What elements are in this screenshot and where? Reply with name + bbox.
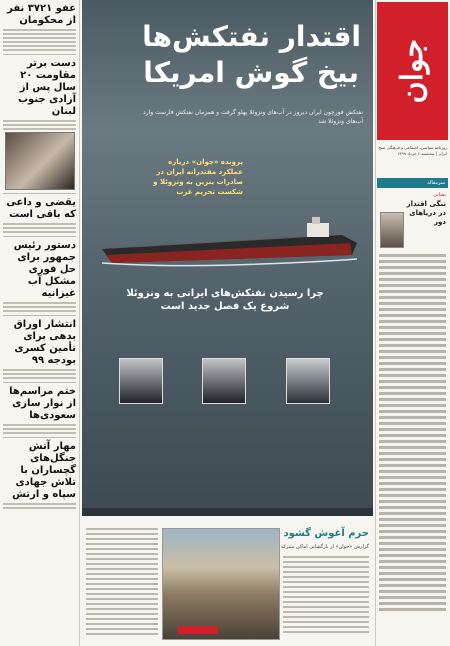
author-photo	[380, 212, 404, 248]
brief-headline: دست برتر مقاومت ۲۰ سال پس از آزادی جنوب لبنان	[18, 58, 76, 117]
sub-feature-headline: حرم آغوش گشود	[283, 528, 369, 539]
editorial-kicker: نشانی	[433, 192, 446, 198]
brief-item[interactable]	[3, 319, 76, 379]
divider	[3, 315, 76, 316]
brief-item[interactable]	[3, 58, 76, 130]
sub-feature[interactable]	[82, 522, 373, 642]
masthead-column	[375, 0, 450, 646]
divider	[3, 54, 76, 55]
brief-headline: مهار آتش جنگل‌های گچساران با تلاش جهادی سپاه و ارتش	[12, 441, 76, 500]
shrine-photo	[162, 528, 280, 640]
photo-badge	[178, 626, 218, 634]
lead-mid-headline: چرا رسیدن نفتکش‌های ایرانی به ونزوئلا شروع یک فصل جدید است	[126, 288, 324, 312]
lead-headline-line2: بیخ گوش امریکا	[143, 56, 359, 89]
lead-footer-strip	[82, 508, 373, 516]
brief-body	[3, 503, 76, 509]
sub-feature-body	[283, 556, 369, 636]
brief-item[interactable]	[3, 386, 76, 434]
brief-item[interactable]	[3, 240, 76, 312]
brief-headline: عفو ۳۷۲۱ نفر از محکومان	[7, 3, 76, 26]
editorial-section-bar: سرمقاله	[377, 178, 448, 188]
brief-headline: انتشار اوراق بدهی برای تأمین کسری بودجه ۹۹	[13, 319, 76, 366]
divider	[3, 382, 76, 383]
lead-subhead: نفتکش فورچون ایران دیروز در آب‌های ونزوئلا پهلو گرفت و همزمان نفتکش فارست وارد آب‌های ونزوئلا شد	[143, 109, 363, 125]
brief-body	[3, 120, 76, 130]
masthead	[377, 2, 448, 140]
editorial-headline[interactable]: تنگی اقتدار در دریاهای دور	[406, 200, 446, 226]
divider	[3, 236, 76, 237]
tanker-ship-image	[102, 215, 357, 267]
lead-headline-line1: اقتدار نفتکش‌ها	[142, 20, 361, 53]
brief-item[interactable]	[3, 197, 76, 233]
brief-photo	[5, 132, 75, 190]
brief-body	[3, 424, 76, 434]
sub-feature-kicker: گزارش «جوان» از بازگشایی اماکن متبرکه	[280, 544, 369, 550]
brief-body	[3, 29, 76, 51]
divider	[3, 193, 76, 194]
brief-body	[3, 302, 76, 312]
brief-headline: دستور رئیس جمهور برای حل فوری مشکل آب غیزانیه	[13, 240, 76, 299]
divider	[3, 437, 76, 438]
expert-portrait	[286, 358, 330, 404]
issue-line: روزنامه سیاسی، اجتماعی و فرهنگی صبح ایران | سه‌شنبه ۶ خرداد ۱۳۹۹	[378, 145, 447, 156]
expert-portrait	[202, 358, 246, 404]
sub-feature-column	[86, 528, 158, 638]
briefs-column	[0, 0, 80, 646]
lead-kicker: پرونده «جوان» درباره عملکرد مقتدرانه ایران در صادرات بنزین به ونزوئلا و شکست تحریم غرب	[153, 158, 243, 196]
brief-item[interactable]	[3, 3, 76, 51]
masthead-logo: جوان	[395, 38, 430, 104]
expert-portrait	[119, 358, 163, 404]
brief-body	[3, 369, 76, 379]
lead-story[interactable]	[82, 0, 373, 516]
editorial-body	[379, 254, 446, 634]
lead-story-area	[80, 0, 375, 646]
brief-headline: یقضی و داعی که باقی است	[6, 197, 76, 220]
brief-headline: ختم مراسم‌ها از نوار سازی سعودی‌ها	[9, 386, 76, 421]
brief-body	[3, 223, 76, 233]
brief-item[interactable]	[3, 441, 76, 509]
